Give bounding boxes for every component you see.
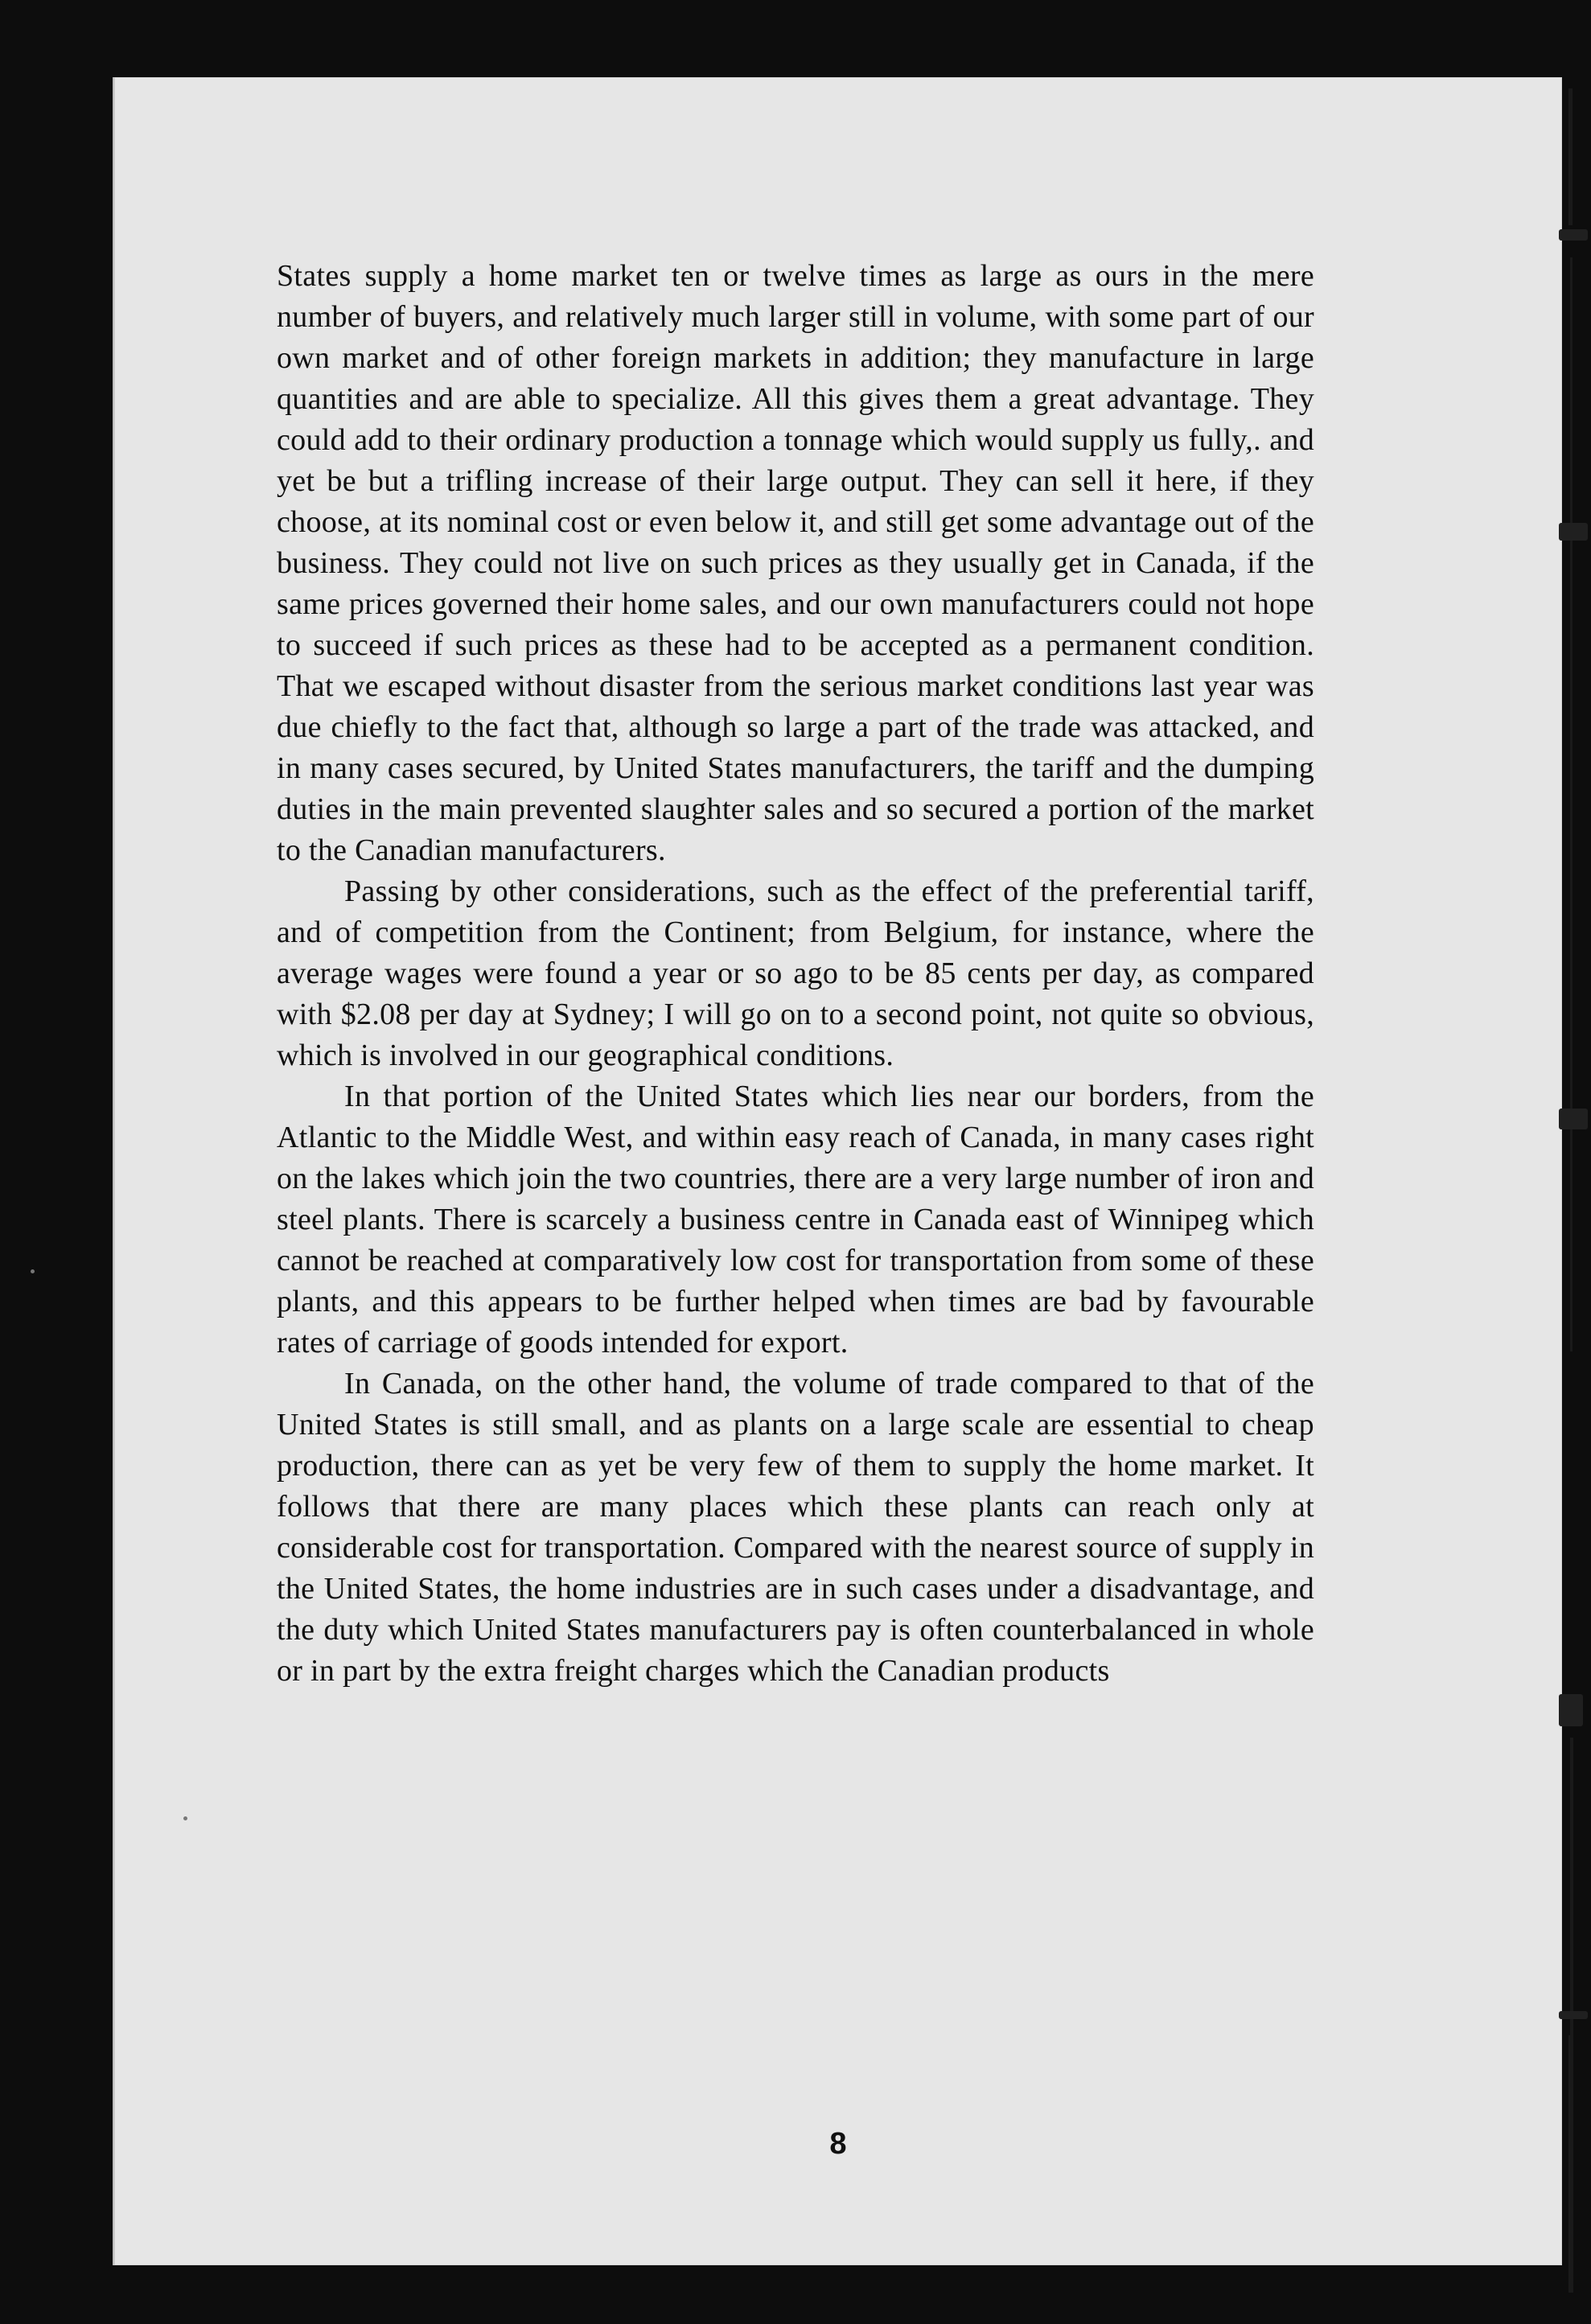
binding-line [1570,1738,1573,2075]
binding-mark [1559,523,1588,541]
dust-speck [183,1816,187,1820]
paragraph-3: In that portion of the United States which lies near our borders, from the Atlantic to the Middle West, and within easy reach of Canada, in many cases right on the lakes which join the two countries, there are a very large number of iron and steel plants. There is scarcely a business centre in Canada east of Winnipeg which cannot be reached at comparatively low cost for transportation from some of these plants, and this appears to be further helped when times are bad by favourable rates of carriage of goods intended for export. [277,1080,1314,1359]
binding-mark [1559,1694,1583,1726]
binding-mark [1559,229,1588,241]
binding-mark [1559,1109,1588,1129]
dust-speck [31,1269,35,1273]
paragraph-4: In Canada, on the other hand, the volume of trade compared to that of the United States is still small, and as plants on a large scale are essential to cheap production, there can as yet be very few of them to supply the home market. It follows that there are many places which these plants can reach only at considerable cost for transportation. Compared with the nearest source of supply in the United States, the home industries are in such cases under a disadvantage, and the duty which United States manufacturers pay is often counterbalanced in whole or in part by the extra freight charges which the Canadian products [277,1367,1314,1688]
binding-line [1568,2035,1573,2293]
binding-line [1570,257,1572,1351]
binding-line [1568,88,1572,225]
binding-edge [1559,88,1591,2293]
paragraph-1: States supply a home market ten or twelve times as large as ours in the mere number of buyers, and relatively much larger still in volume, with some part of our own market and of other foreign markets in addition; they manufacture in large quantities and are able to specialize. All this gives them a great advantage. They could add to their ordinary production a tonnage which would supply us fully,. and yet be but a trifling increase of their large output. They can sell it here, if they choose, at its nominal cost or even below it, and still get some advantage out of the business. They could not live on such prices as they usually get in Canada, if the same prices governed their home sales, and our own manufacturers could not hope to succeed if such prices as these had to be accepted as a permanent condition. That we escaped without disaster from the serious market conditions last year was due chiefly to the fact that, although so large a part of the trade was attacked, and in many cases secured, by United States manufacturers, the tariff and the dumping duties in the main prevented slaughter sales and so secured a portion of the market to the Canadian manufacturers. [277,259,1314,867]
paragraph-2: Passing by other considerations, such as the effect of the preferential tariff, and of competition from the Continent; from Belgium, for instance, where the average wages were found a year or so ago to be 85 cents per day, as compared with $2.08 per day at Sydney; I will go on to a second point, not quite so obvious, which is involved in our geographical conditions. [277,874,1314,1072]
page-number: 8 [829,2127,847,2161]
binding-mark [1559,2011,1588,2019]
book-page [113,77,1562,2265]
body-text [277,256,1314,1692]
